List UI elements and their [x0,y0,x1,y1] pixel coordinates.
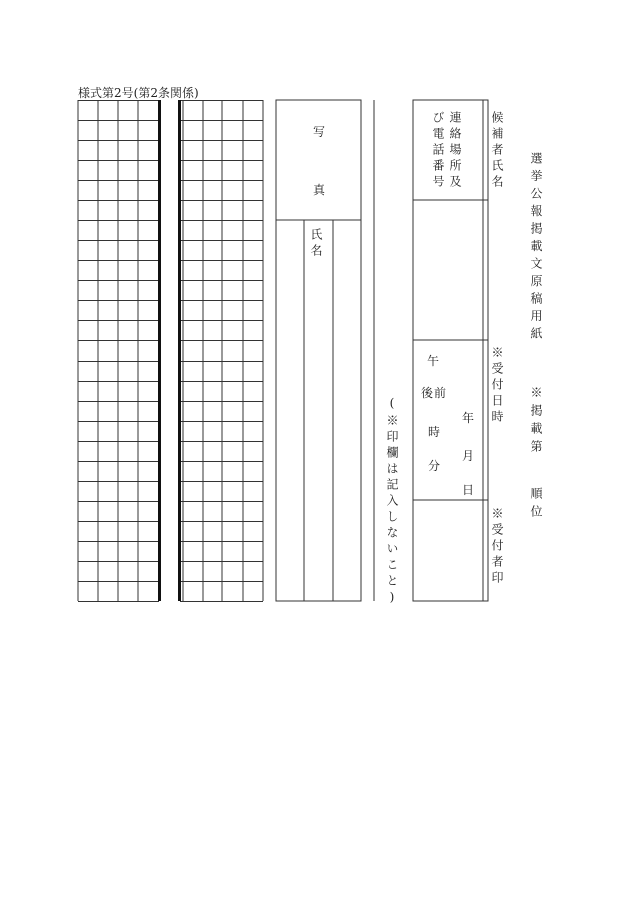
hour-label: 時 [428,425,441,439]
received-seal-label: ※受付者印 [490,507,504,587]
year-label: 年 [462,411,475,425]
photo-char-1: 写 [313,125,326,139]
gozen-label: 前 [434,386,447,400]
gogo-label: 午 [427,354,440,368]
photo-char-2: 真 [313,183,326,197]
form-title: 選挙公報掲載文原稿用紙 [529,152,543,345]
day-label: 日 [462,483,475,497]
received-datetime-label: ※受付日時 [490,346,504,426]
contact-label-col2: び電話番号 [431,111,445,191]
photo-name-box [276,100,361,601]
candidate-name-label: 候補者氏名 [490,111,504,191]
contact-label-col1: 連絡場所及 [448,111,462,191]
name-label: 氏名 [309,228,323,260]
minute-label: 分 [428,459,441,473]
month-label: 月 [462,449,475,463]
ato-label: 後 [421,386,434,400]
form-number-label: 様式第2号(第2条関係) [78,86,199,100]
order-unit: 順位 [529,487,543,523]
order-mark: ※掲載第 [529,386,543,458]
writing-grid [78,100,263,602]
note-text: (※印欄は記入しないこと) [385,396,399,608]
